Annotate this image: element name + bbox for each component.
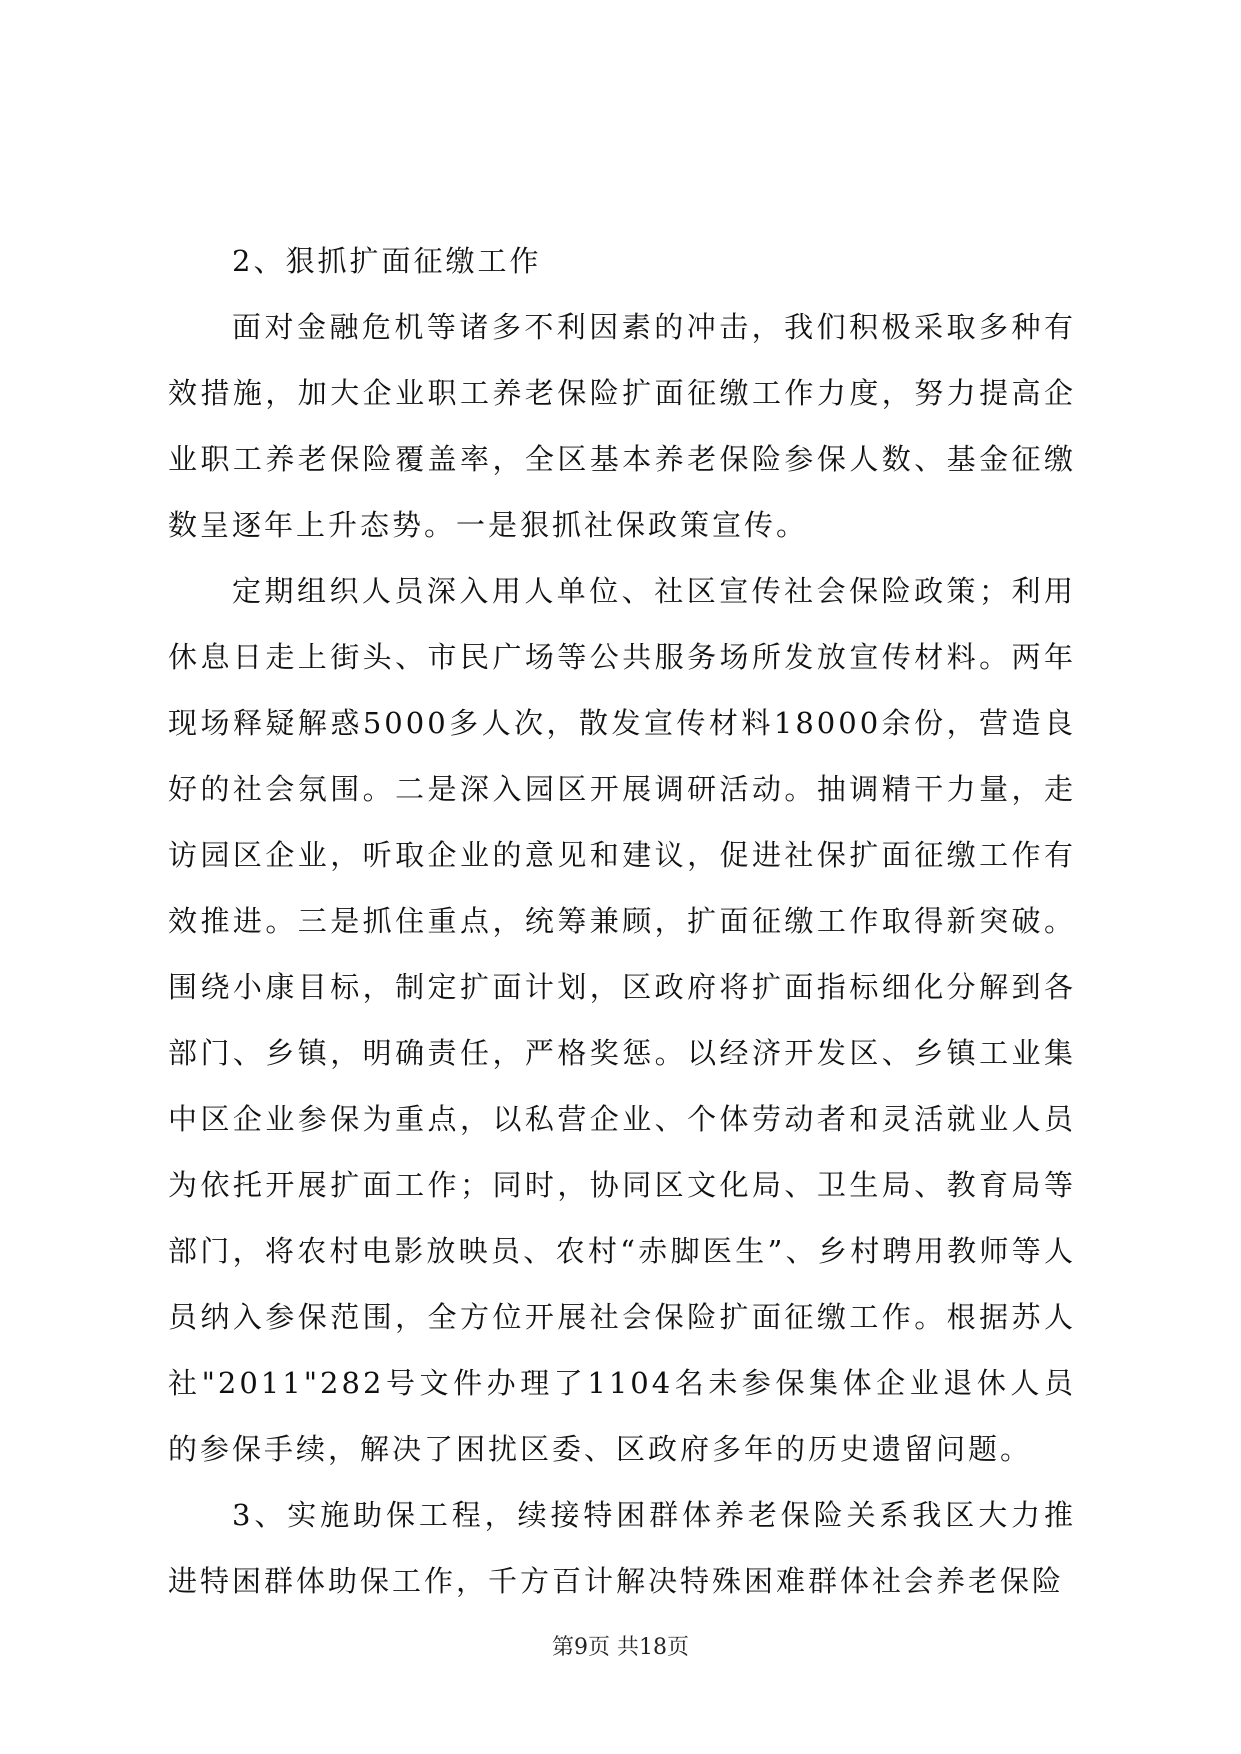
paragraph-details: 定期组织人员深入用人单位、社区宣传社会保险政策；利用休息日走上街头、市民广场等公共服务场所发放宣传材料。两年现场释疑解惑5000多人次，散发宣传材料18000余份，营造良好的社会氛围。二是深入园区开展调研活动。抽调精干力量，走访园区企业，听取企业的意见和建议，促进社保扩面征缴工作有效推进。三是抓住重点，统筹兼顾，扩面征缴工作取得新突破。围绕小康目标，制定扩面计划，区政府将扩面指标细化分解到各部门、乡镇，明确责任，严格奖惩。以经济开发区、乡镇工业集中区企业参保为重点，以私营企业、个体劳动者和灵活就业人员为依托开展扩面工作；同时，协同区文化局、卫生局、教育局等部门，将农村电影放映员、农村“赤脚医生”、乡村聘用教师等人员纳入参保范围，全方位开展社会保险扩面征缴工作。根据苏人社"2011"282号文件办理了1104名未参保集体企业退休人员的参保手续，解决了困扰区委、区政府多年的历史遗留问题。 bbox=[168, 574, 1076, 1466]
document-body bbox=[168, 228, 1076, 1614]
page-number-footer: 第9页 共18页 bbox=[552, 1635, 689, 1660]
paragraph-intro: 面对金融危机等诸多不利因素的冲击，我们积极采取多种有效措施，加大企业职工养老保险扩面征缴工作力度，努力提高企业职工养老保险覆盖率，全区基本养老保险参保人数、基金征缴数呈逐年上升态势。一是狠抓社保政策宣传。 bbox=[168, 310, 1076, 542]
section-heading-2: 2、狠抓扩面征缴工作 bbox=[232, 244, 542, 278]
section-heading-3-paragraph: 3、实施助保工程，续接特困群体养老保险关系我区大力推进特困群体助保工作，千方百计解决特殊困难群体社会养老保险 bbox=[168, 1498, 1076, 1598]
